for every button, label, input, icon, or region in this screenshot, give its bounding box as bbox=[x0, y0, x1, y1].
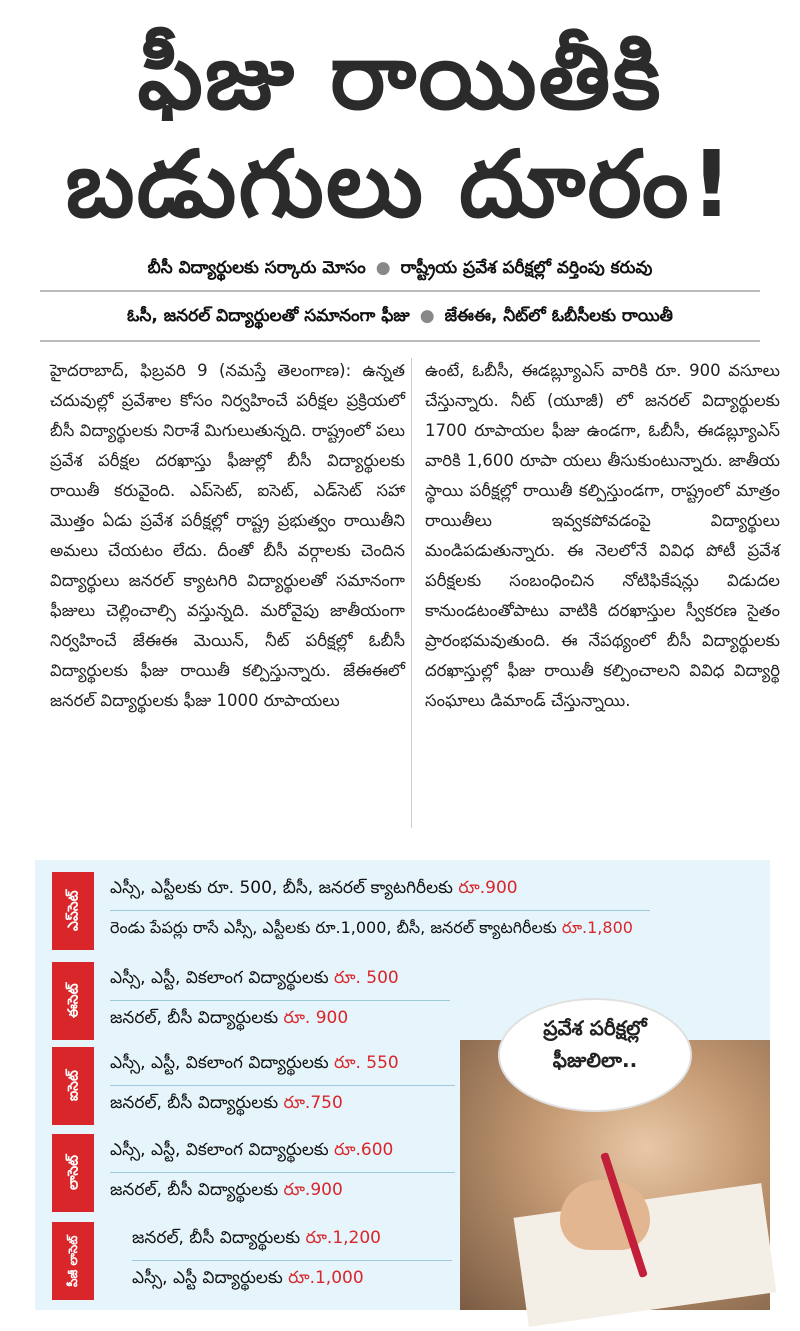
fee-amount: రూ.600 bbox=[334, 1140, 394, 1160]
fee-line bbox=[110, 1093, 343, 1117]
subheadline-1 bbox=[40, 258, 760, 282]
bullet-dot-icon: ● bbox=[419, 306, 435, 326]
fee-amount: రూ.1,800 bbox=[561, 918, 633, 937]
headline-line-2: బడుగులు దూరం! bbox=[65, 131, 735, 238]
fee-line bbox=[132, 1268, 364, 1292]
fee-line bbox=[110, 878, 518, 902]
exam-tag: లాసెట్ bbox=[52, 1134, 94, 1212]
subheadline-1b: రాష్ట్రీయ ప్రవేశ పరీక్షల్లో వర్తింపు కరువు bbox=[400, 258, 653, 278]
fee-text: జనరల్, బీసీ విద్యార్థులకు bbox=[110, 1008, 284, 1028]
fee-amount: రూ. 900 bbox=[283, 1008, 349, 1028]
fee-line bbox=[110, 968, 399, 992]
fee-line bbox=[132, 1228, 381, 1252]
fee-text: రెండు పేపర్లు రాసే ఎస్సీ, ఎస్టీలకు రూ.1,000, బీసీ, జనరల్ క్యాటగిరీలకు bbox=[110, 918, 562, 937]
divider bbox=[40, 340, 760, 342]
fee-text: ఎస్సీ, ఎస్టీలకు రూ. 500, బీసీ, జనరల్ క్యాటగిరీలకు bbox=[110, 878, 459, 898]
fee-block-eapcet bbox=[52, 872, 633, 950]
fee-amount: రూ.900 bbox=[458, 878, 518, 898]
subheadline-2 bbox=[40, 306, 760, 330]
column-divider bbox=[411, 358, 412, 828]
exam-tag: ఈసెట్ bbox=[52, 962, 94, 1040]
fee-line bbox=[110, 1053, 399, 1077]
fee-line bbox=[110, 1140, 393, 1164]
divider bbox=[40, 290, 760, 292]
fee-amount: రూ.1,200 bbox=[305, 1228, 381, 1248]
fee-text: జనరల్, బీసీ విద్యార్థులకు bbox=[132, 1228, 306, 1248]
fee-amount: రూ.900 bbox=[283, 1180, 343, 1200]
hand-image bbox=[560, 1180, 650, 1250]
fee-block-icet bbox=[52, 1047, 472, 1125]
divider bbox=[132, 1260, 452, 1261]
fee-text: ఎస్సీ, ఎస్టీ, వికలాంగ విద్యార్థులకు bbox=[110, 1053, 335, 1073]
fee-amount: రూ.1,000 bbox=[288, 1268, 364, 1288]
fee-text: ఎస్సీ, ఎస్టీ విద్యార్థులకు bbox=[132, 1268, 289, 1288]
fee-text: జనరల్, బీసీ విద్యార్థులకు bbox=[110, 1093, 284, 1113]
article-column-right: ఉంటే, ఓబీసీ, ఈడబ్ల్యూఎస్ వారికి రూ. 900 వసూలు చేస్తున్నారు. నీట్ (యూజీ) లో జనరల్ విద్యార్థులకు 1700 రూపాయల ఫీజు ఉండగా, ఓబీసీ, ఈడబ్ల్యూఎస్ వారికి 1,600 రూపా యలు తీసుకుంటున్నారు. జాతీయ స్థాయి పరీక్షల్లో రాయితీ కల్పిస్తుండగా, రాష్ట్రంలో మాత్రం రాయితీలు ఇవ్వకపోవడంపై విద్యార్థులు మండిపడుతున్నారు. ఈ నెలలోనే వివిధ పోటీ ప్రవేశ పరీక్షలకు సంబంధించిన నోటిఫికేషన్లు విడుదల కానుండటంతోపాటు వాటికి దరఖాస్తుల స్వీకరణ సైతం ప్రారంభమవుతుంది. ఈ నేపథ్యంలో బీసీ విద్యార్థులకు దరఖాస్తుల్లో ఫీజు రాయితీ కల్పించాలని వివిధ విద్యార్థి సంఘాలు డిమాండ్ చేస్తున్నాయి. bbox=[425, 361, 780, 710]
fee-amount: రూ.750 bbox=[283, 1093, 343, 1113]
fee-line bbox=[110, 1008, 348, 1032]
divider bbox=[110, 1085, 455, 1086]
subheadline-2a: ఓసీ, జనరల్ విద్యార్థులతో సమానంగా ఫీజు bbox=[127, 306, 410, 326]
exam-tag: పీజీ లాసెట్ bbox=[52, 1222, 94, 1300]
fee-text: ఎస్సీ, ఎస్టీ, వికలాంగ విద్యార్థులకు bbox=[110, 968, 335, 988]
exam-tag: ఐసెట్ bbox=[52, 1047, 94, 1125]
fee-block-lawcet bbox=[52, 1134, 472, 1212]
article-column-left: హైదరాబాద్, ఫిబ్రవరి 9 (నమస్తే తెలంగాణ): ఉన్నత చదువుల్లో ప్రవేశాల కోసం నిర్వహించే పరీక్షల ప్రక్రియలో బీసీ విద్యార్థులకు నిరాశే మిగులుతున్నది. రాష్ట్రంలో పలు ప్రవేశ పరీక్షల దరఖాస్తు ఫీజుల్లో బీసీ విద్యార్థులకు రాయితీ కరువైంది. ఎప్‌సెట్, ఐసెట్, ఎడ్‌సెట్ సహా మొత్తం ఏడు ప్రవేశ పరీక్షల్లో రాష్ట్ర ప్రభుత్వం రాయితీని అమలు చేయటం లేదు. దీంతో బీసీ వర్గాలకు చెందిన విద్యార్థులు జనరల్ క్యాటగిరి విద్యార్థులతో సమానంగా ఫీజులు చెల్లించాల్సి వస్తున్నది. మరోవైపు జాతీయంగా నిర్వహించే జేఈఈ మెయిన్, నీట్ పరీక్షల్లో ఓబీసీ విద్యార్థులకు ఫీజు రాయితీ కల్పిస్తున్నారు. జేఈఈలో జనరల్ విద్యార్థులకు ఫీజు 1000 రూపాయలు bbox=[50, 361, 405, 710]
subheadline-1a: బీసీ విద్యార్థులకు సర్కారు మోసం bbox=[147, 258, 366, 278]
bubble-line-1: ప్రవేశ పరీక్షల్లో bbox=[543, 1016, 647, 1040]
divider bbox=[110, 910, 650, 911]
bullet-dot-icon: ● bbox=[375, 258, 391, 278]
exam-tag: ఎప్‌సెట్ bbox=[52, 872, 94, 950]
fee-text: ఎస్సీ, ఎస్టీ, వికలాంగ విద్యార్థులకు bbox=[110, 1140, 335, 1160]
fee-amount: రూ. 550 bbox=[334, 1053, 399, 1073]
divider bbox=[110, 1172, 455, 1173]
fee-amount: రూ. 500 bbox=[334, 968, 399, 988]
fees-caption-bubble bbox=[500, 1000, 690, 1110]
headline-line-1: ఫీజు రాయితీకి bbox=[137, 23, 663, 130]
fee-text: జనరల్, బీసీ విద్యార్థులకు bbox=[110, 1180, 284, 1200]
fee-line bbox=[110, 918, 633, 941]
fee-block-ecet bbox=[52, 962, 472, 1040]
divider bbox=[110, 1000, 450, 1001]
fee-line bbox=[110, 1180, 343, 1204]
bubble-line-2: ఫీజులిలా.. bbox=[552, 1048, 638, 1072]
subheadline-2b: జేఈఈ, నీట్‌లో ఓబీసీలకు రాయితీ bbox=[444, 306, 673, 326]
fee-block-pglcet bbox=[52, 1222, 472, 1300]
